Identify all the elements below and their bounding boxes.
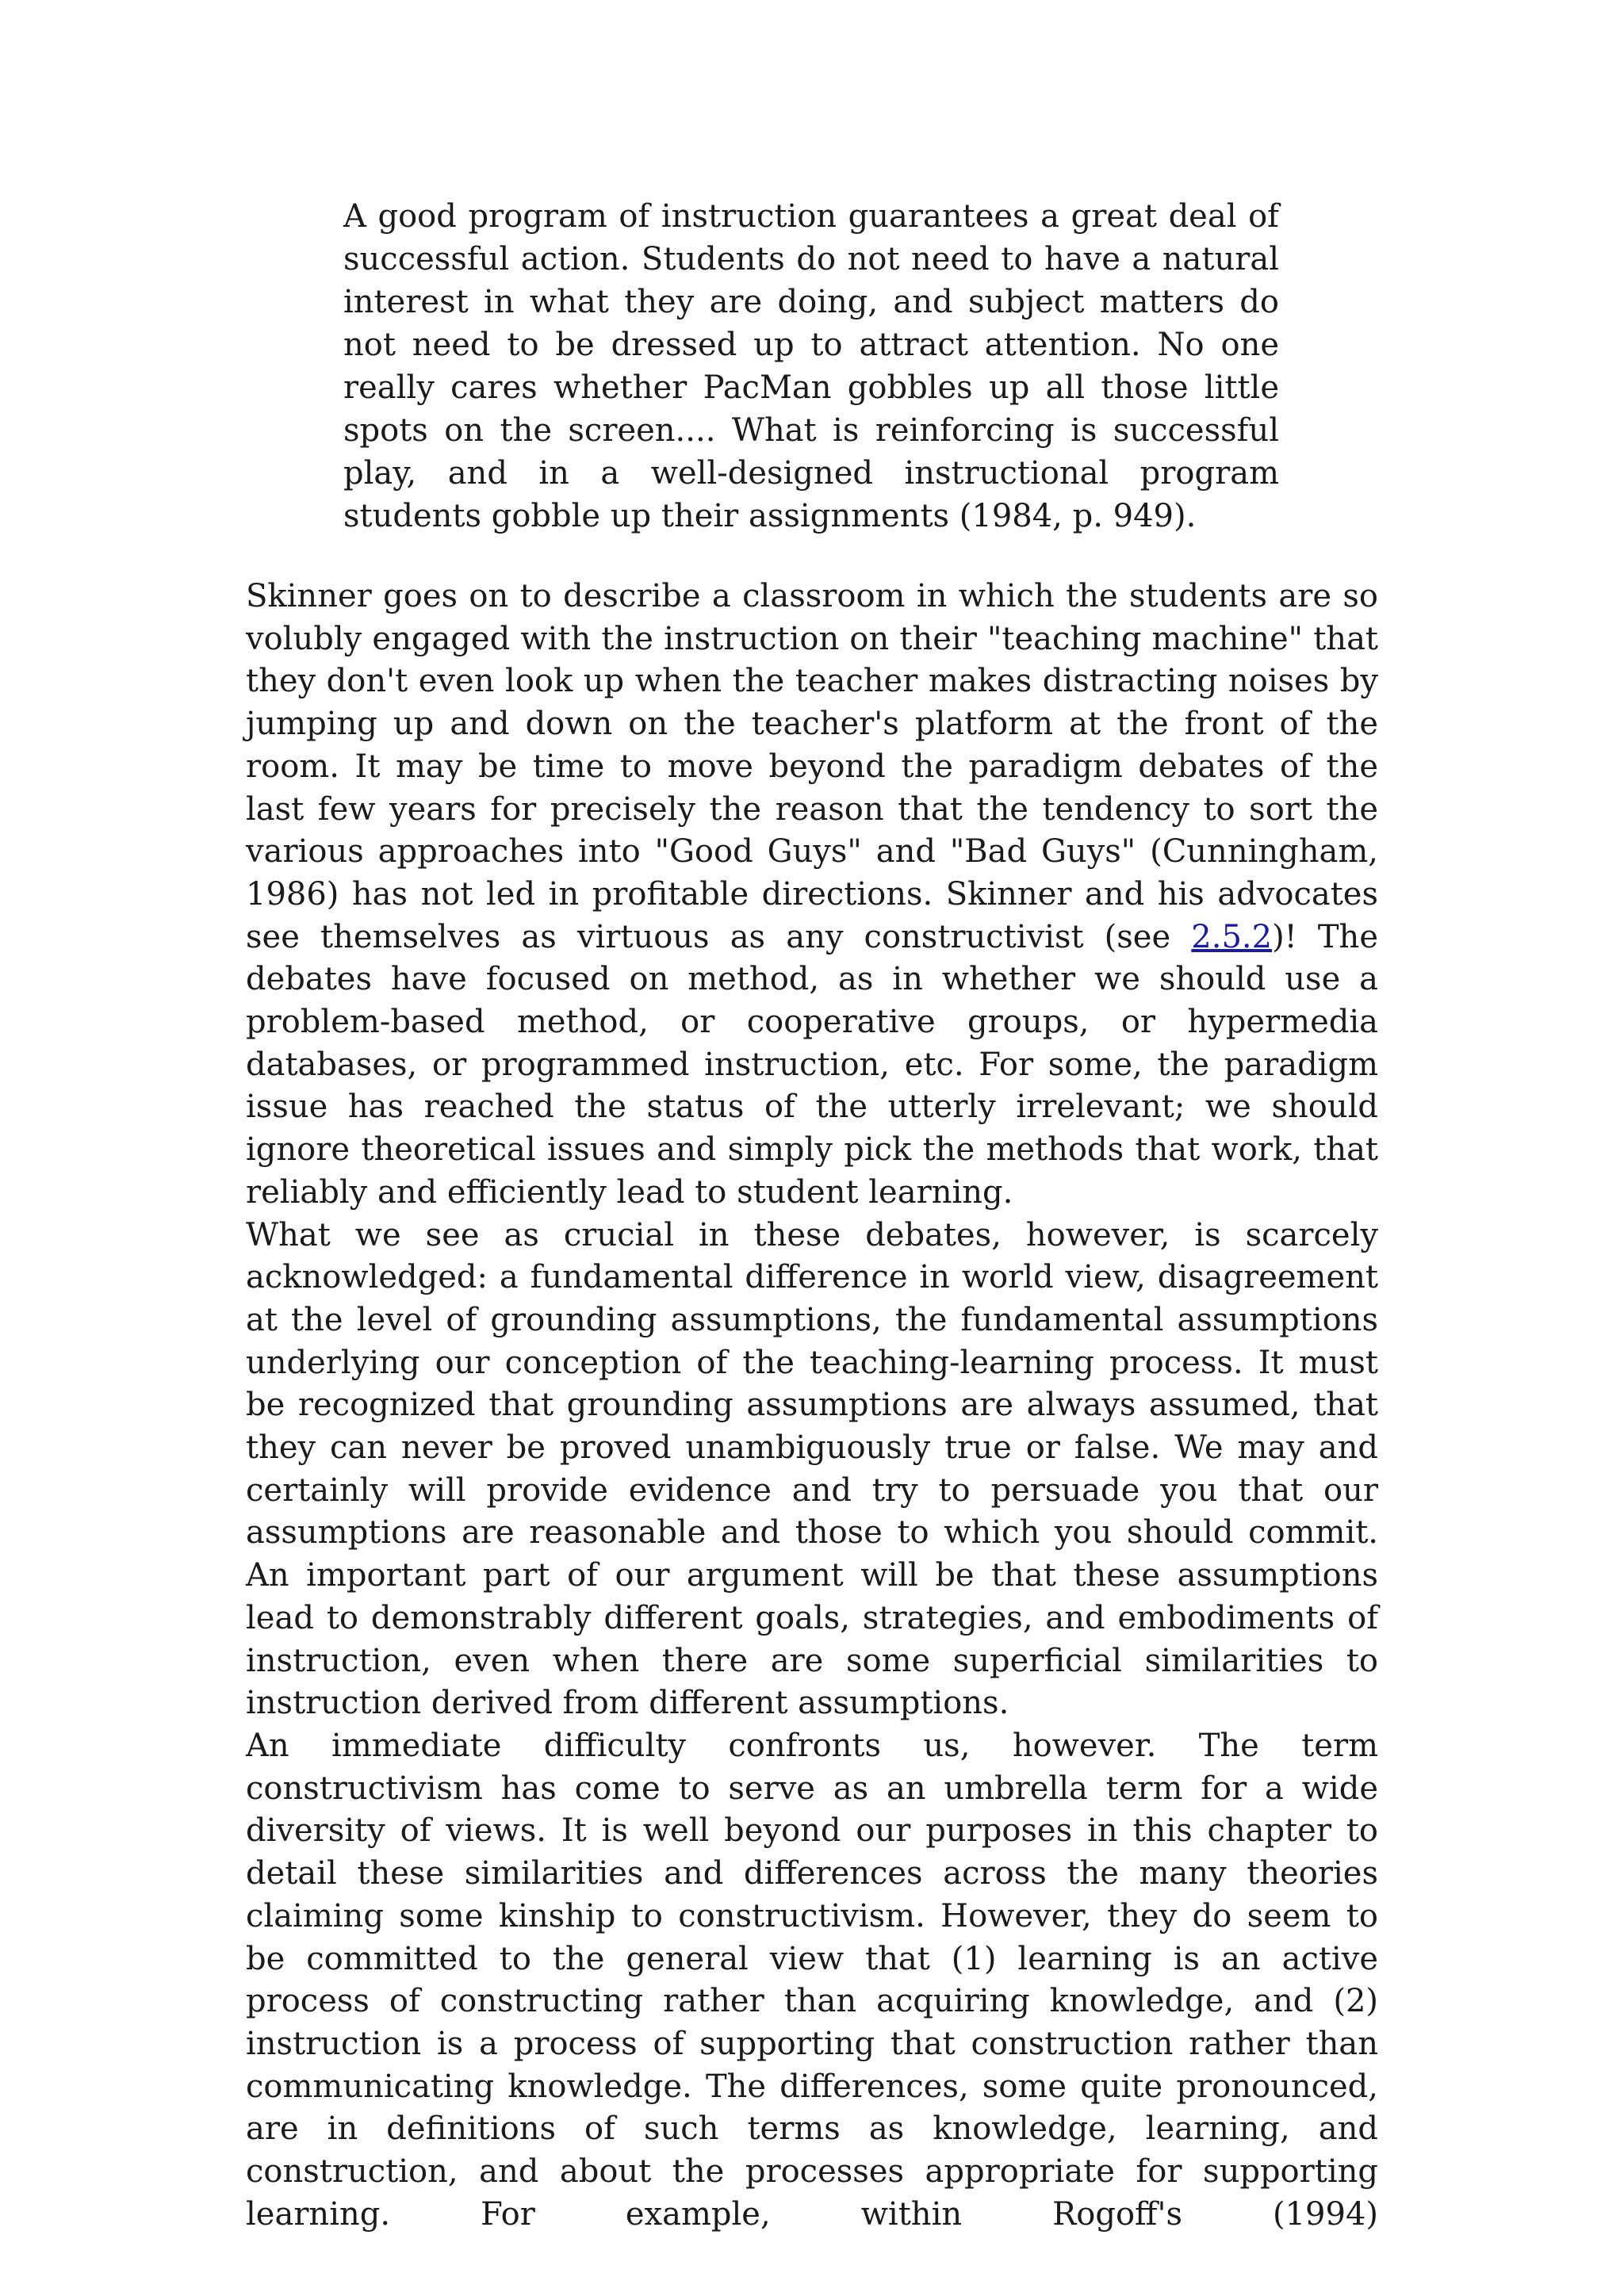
paragraph-skinner-classroom <box>246 576 1378 1215</box>
paragraph-1-text-end: )! The debates have focused on method, as in whether we should use a problem-based method, or cooperative groups, or hypermedia databases, or programmed instruction, etc. For some, the paradigm issue has reached the status of the utterly irrelevant; we should ignore theoretical issues and simply pick the methods that work, that reliably and efficiently lead to student learning. <box>246 918 1378 1211</box>
skinner-quote <box>343 195 1279 538</box>
paragraph-world-view: What we see as crucial in these debates, however, is scarcely acknowledged: a fundamental difference in world view, disagreement at the level of grounding assumptions, the fundamental assumptions underlying our conception of the teaching-learning process. It must be recognized that grounding assumptions are always assumed, that they can never be proved unambiguously true or false. We may and certainly will provide evidence and try to persuade you that our assumptions are reasonable and those to which you should commit. An important part of our argument will be that these assumptions lead to demonstrably different goals, strategies, and embodiments of instruction, even when there are some superficial similarities to instruction derived from different assumptions. <box>246 1216 1378 1722</box>
paragraph-constructivism: An immediate difficulty confronts us, however. The term constructivism has come to serve as an umbrella term for a wide diversity of views. It is well beyond our purposes in this chapter to detail these similarities and differences across the many theories claiming some kinship to constructivism. However, they do seem to be committed to the general view that (1) learning is an active process of constructing rather than acquiring knowledge, and (2) instruction is a process of supporting that construction rather than communicating knowledge. The differences, some quite pronounced, are in definitions of such terms as knowledge, learning, and construction, and about the processes appropriate for supporting learning. For example, within Rogoff's (1994) <box>246 1727 1378 2233</box>
quote-text: A good program of instruction guarantees a great deal of successful action. Students do not need to have a natural interest in what they are doing, and subject matters do not need to be dressed up to attract attention. No one really cares whether PacMan gobbles up all those little spots on the screen.... What is reinforcing is successful play, and in a well-designed instructional program students gobble up their assignments (1984, p. 949). <box>343 198 1279 534</box>
body-text <box>246 576 1378 2236</box>
paragraph-1-text-start: Skinner goes on to describe a classroom in which the students are so volubly engaged with the instruction on their "teaching machine" that they don't even look up when the teacher makes distracting noises by jumping up and down on the teacher's platform at the front of the room. It may be time to move beyond the paradigm debates of the last few years for precisely the reason that the tendency to sort the various approaches into "Good Guys" and "Bad Guys" (Cunningham, 1986) has not led in profitable directions. Skinner and his advocates see themselves as virtuous as any constructivist (see <box>246 578 1378 955</box>
section-link-2-5-2[interactable]: 2.5.2 <box>1191 918 1273 955</box>
